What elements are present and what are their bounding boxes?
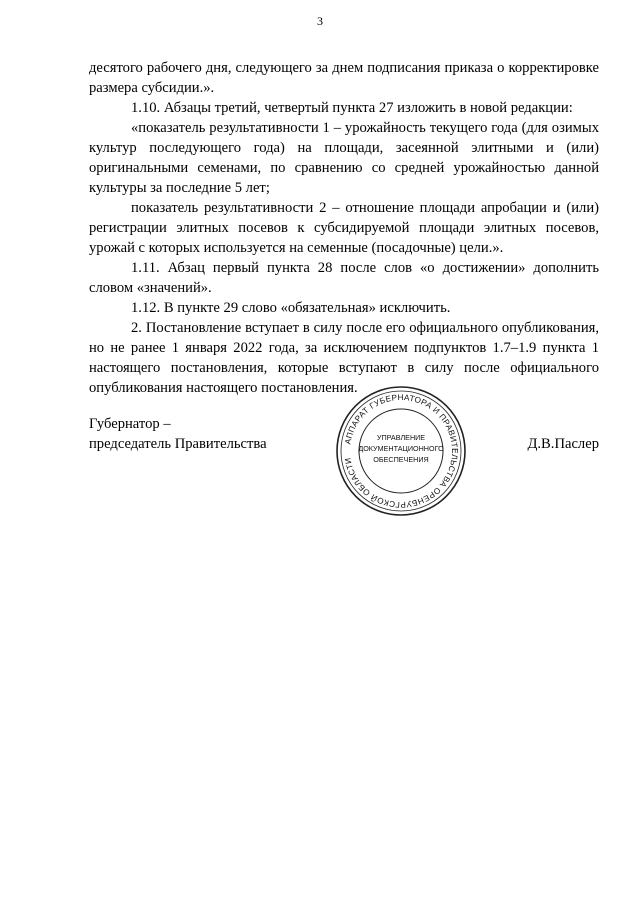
stamp-center-line: УПРАВЛЕНИЕ xyxy=(376,433,426,442)
paragraph: 1.12. В пункте 29 слово «обязательная» исключить. xyxy=(131,300,451,316)
paragraph: 1.11. Абзац первый пункта 28 после слов «о достижении» дополнить словом «значений». xyxy=(89,260,599,296)
document-body xyxy=(89,58,599,398)
page-number: 3 xyxy=(317,14,323,28)
paragraph: 2. Постановление вступает в силу после его официального опубликования, но не ранее 1 января 2022 года, за исключением подпунктов 1.7–1.9 пункта 1 настоящего постановления, которые вступают в силу после официального опубликования настоящего постановления. xyxy=(89,320,599,396)
paragraph: 1.10. Абзацы третий, четвертый пункта 27 изложить в новой редакции: xyxy=(131,100,573,116)
signatory-title-line: председатель Правительства xyxy=(89,436,267,452)
signatory-title-line: Губернатор – xyxy=(89,416,171,432)
signatory-name: Д.В.Паслер xyxy=(527,436,599,452)
stamp-ring-text: АППАРАТ ГУБЕРНАТОРА И ПРАВИТЕЛЬСТВА ОРЕНБУРГСКОЙ ОБЛАСТИ xyxy=(343,392,460,510)
paragraph: «показатель результативности 1 – урожайность текущего года (для озимых культур последующего года) на площади, засеянной элитными и (или) оригинальными семенами, по сравнению со средней урожайностью данной культуры за последние 5 лет; xyxy=(89,120,599,196)
stamp-center-line: ОБЕСПЕЧЕНИЯ xyxy=(373,455,429,464)
official-stamp xyxy=(335,385,467,517)
paragraph: показатель результативности 2 – отношение площади апробации и (или) регистрации элитных посевов к субсидируемой площади элитных посевов, урожай с которых используется на семенные (посадочные) цели.». xyxy=(89,200,599,256)
signatory-title xyxy=(89,414,267,454)
stamp-center-line: ДОКУМЕНТАЦИОННОГО xyxy=(358,444,444,453)
paragraph: десятого рабочего дня, следующего за днем подписания приказа о корректировке размера субсидии.». xyxy=(89,60,599,96)
